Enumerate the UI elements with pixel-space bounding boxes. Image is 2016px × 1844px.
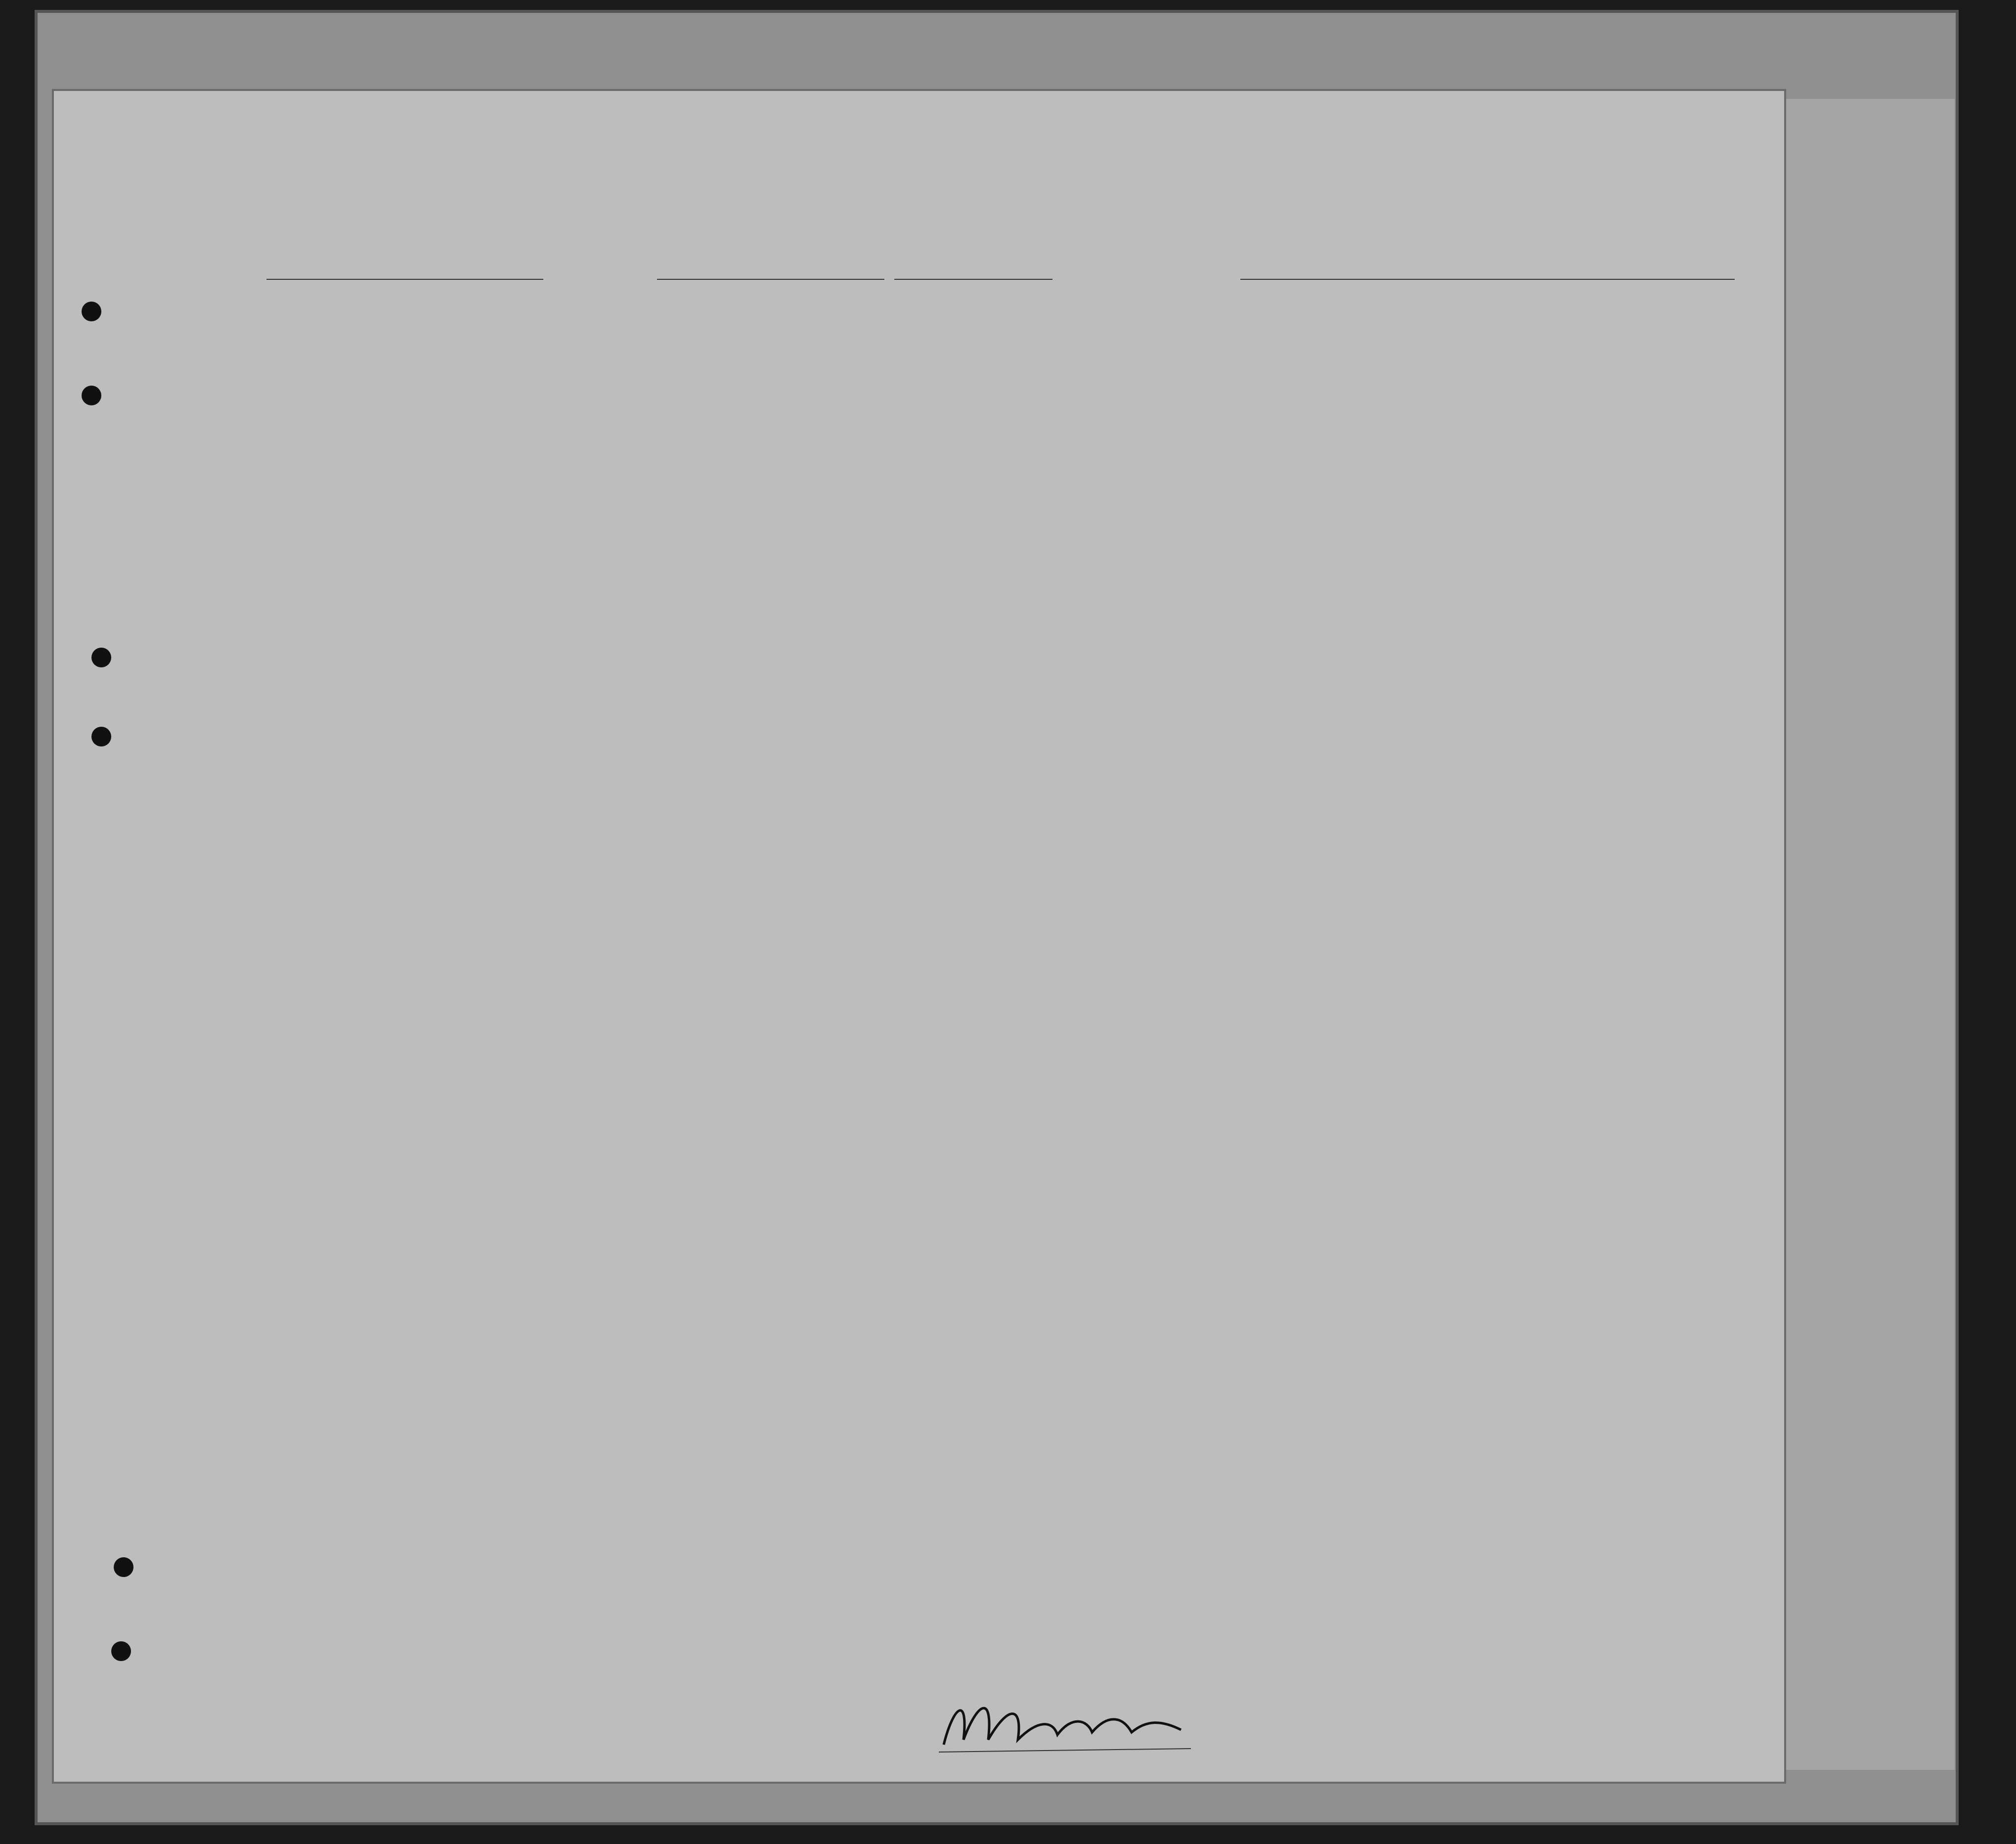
manifest-page (52, 89, 1786, 1784)
punch-hole (114, 1557, 133, 1577)
vessel-line (54, 254, 1745, 284)
arriving-rule (657, 279, 884, 280)
vessel-rule (266, 279, 543, 280)
date-rule (894, 279, 1052, 280)
inspector-signature (924, 1685, 1201, 1759)
overlapping-sheet-edge (1775, 99, 1955, 1770)
punch-hole (82, 302, 101, 321)
punch-hole (91, 727, 111, 746)
from-rule (1240, 279, 1735, 280)
punch-hole (111, 1641, 131, 1661)
punch-hole (91, 648, 111, 667)
punch-hole (82, 386, 101, 405)
crew-manifest-table (64, 304, 1784, 1658)
